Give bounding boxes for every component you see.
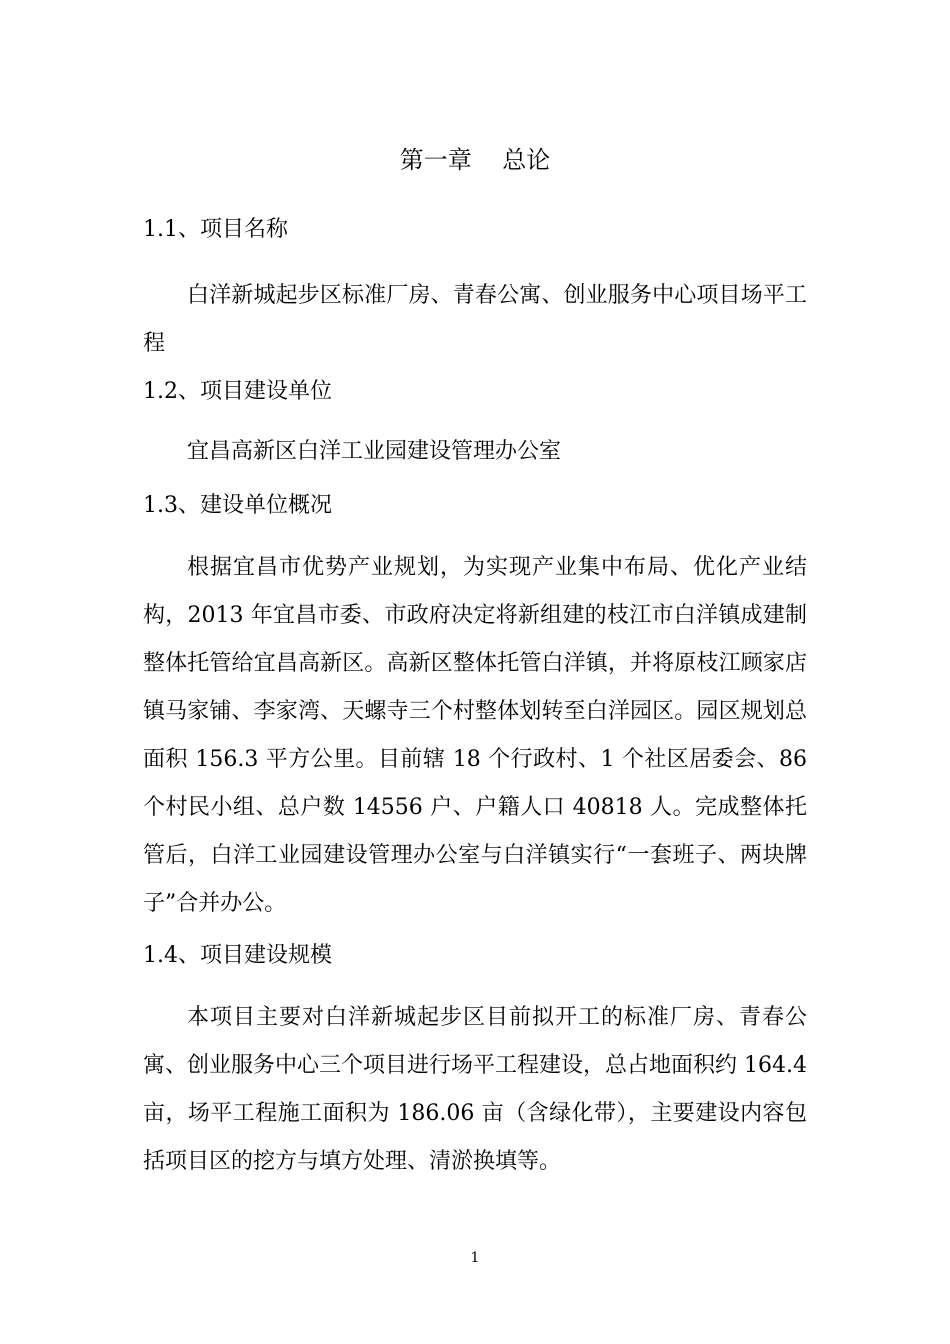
section-heading-1-2: 1.2、项目建设单位 bbox=[143, 379, 332, 404]
chapter-title: 第一章 总论 bbox=[399, 146, 551, 174]
section-heading-1-1: 1.1、项目名称 bbox=[143, 217, 288, 242]
section-paragraph-1-3: 根据宜昌市优势产业规划，为实现产业集中布局、优化产业结构，2013 年宜昌市委、市政府决定将新组建的枝江市白洋镇成建制整体托管给宜昌高新区。高新区整体托管白洋镇，并将原枝江顾家店镇马家铺、李家湾、天螺寺三个村整体划转至白洋园区。园区规划总面积 156.3 平方公里。目前辖 18 个行政村、1 个社区居委会、86 个村民小组、总户数 14556 户、户籍人口 40818 人。完成整体托管后，白洋工业园建设管理办公室与白洋镇实行“一套班子、两块牌子”合并办公。 bbox=[143, 555, 807, 916]
section-paragraph-1-2: 宜昌高新区白洋工业园建设管理办公室 bbox=[187, 439, 562, 464]
section-heading-1-4: 1.4、项目建设规模 bbox=[143, 943, 332, 968]
section-paragraph-1-1: 白洋新城起步区标准厂房、青春公寓、创业服务中心项目场平工程 bbox=[143, 283, 807, 356]
section-heading-1-3: 1.3、建设单位概况 bbox=[143, 493, 332, 518]
page-number: 1 bbox=[470, 1250, 480, 1266]
section-paragraph-1-4: 本项目主要对白洋新城起步区目前拟开工的标准厂房、青春公寓、创业服务中心三个项目进行场平工程建设，总占地面积约 164.4 亩，场平工程施工面积为 186.06 亩（含绿化带），主要建设内容包括项目区的挖方与填方处理、清淤换填等。 bbox=[143, 1005, 807, 1174]
